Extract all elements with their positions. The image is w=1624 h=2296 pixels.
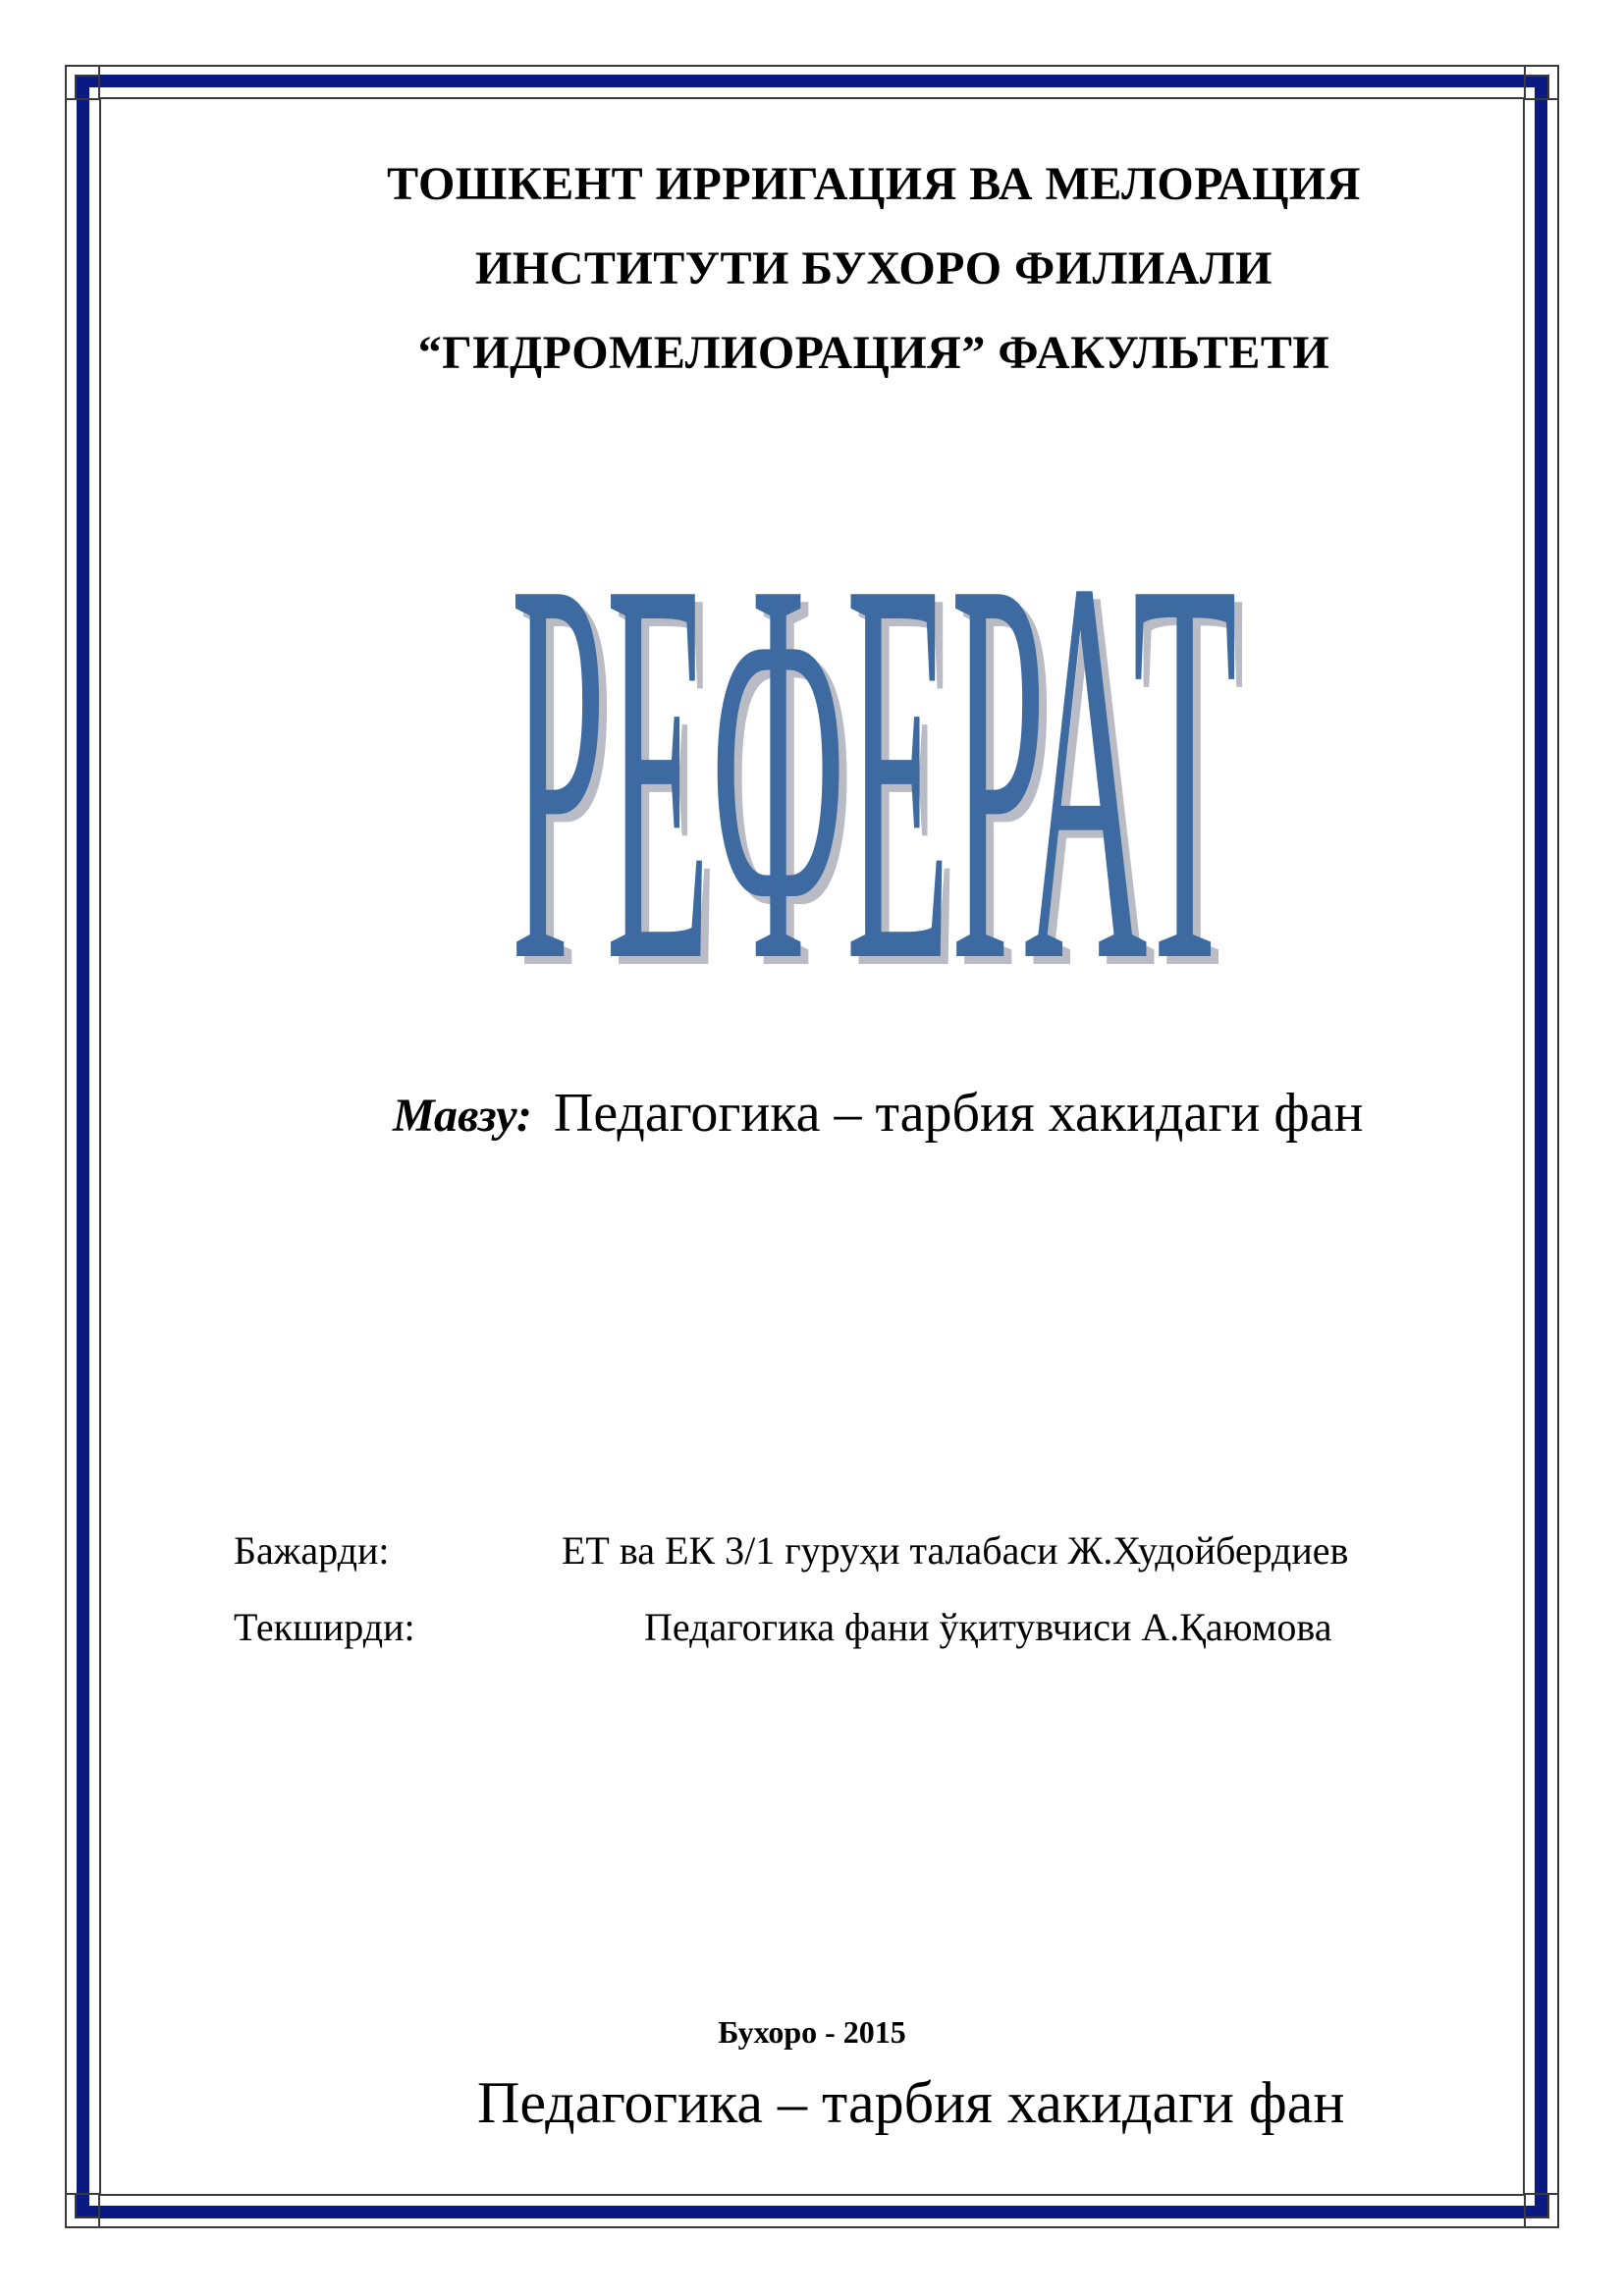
institution-heading-line-3: “ГИДРОМЕЛИОРАЦИЯ” ФАКУЛЬТЕТИ [417,327,1330,379]
topic-value: Педагогика – тарбия хакидаги фан [553,1083,1364,1144]
page-border-inner [99,97,1525,2196]
performed-by-value: ЕТ ва ЕК 3/1 гуруҳи талабаси Ж.Худойбердиев [562,1528,1349,1573]
footer-topic: Педагогика – тарбия хакидаги фан [477,2070,1345,2135]
institution-heading-line-2: ИНСТИТУТИ БУХОРО ФИЛИАЛИ [475,242,1272,294]
institution-heading-line-1: ТОШКЕНТ ИРРИГАЦИЯ ВА МЕЛОРАЦИЯ [387,158,1361,210]
document-title-wordart [471,471,1276,1001]
corner-ornament-bottom-left [65,2193,100,2228]
performed-by-label: Бажарди: [234,1528,390,1573]
topic-label: Мавзу: [393,1090,532,1142]
document-title-text: РЕФЕРАТ [511,471,1237,1001]
document-title-shadow: РЕФЕРАТ [518,472,1245,1001]
corner-ornament-top-right [1524,65,1559,100]
city-year: Бухоро - 2015 [718,2014,906,2050]
corner-ornament-top-left [65,65,100,100]
topic-line [393,1082,1363,1145]
checked-by-value: Педагогика фани ўқитувчиси А.Қаюмова [644,1605,1332,1649]
checked-by-label: Текширди: [234,1605,415,1649]
corner-ornament-bottom-right [1524,2193,1559,2228]
